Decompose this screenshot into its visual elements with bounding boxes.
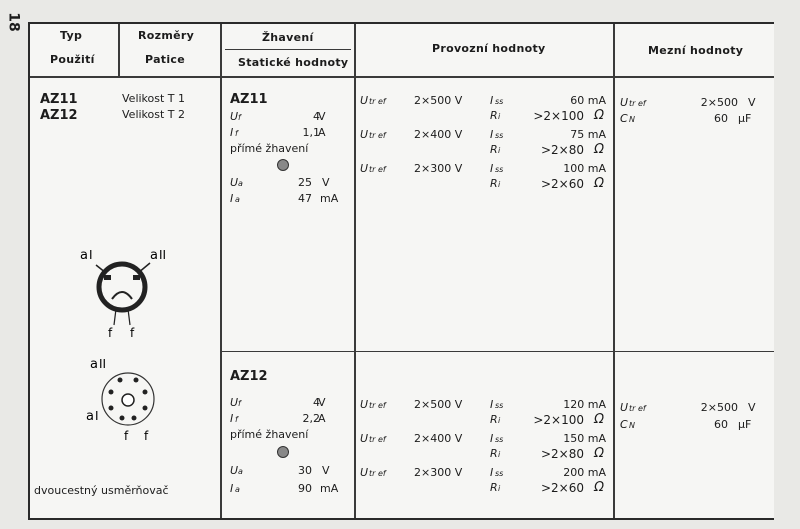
sub-n: N bbox=[629, 421, 635, 430]
sym-i: I bbox=[490, 466, 494, 479]
header-pouziti: Použití bbox=[50, 53, 95, 66]
az11-if-row bbox=[230, 126, 350, 141]
internal-resistance: >2×60 bbox=[540, 481, 584, 495]
operating-ri-row bbox=[360, 177, 610, 192]
anode-plate bbox=[133, 275, 140, 280]
sym-u: U bbox=[230, 110, 239, 123]
operating-voltage: 2×400 V bbox=[414, 432, 463, 445]
internal-resistance: >2×100 bbox=[533, 413, 584, 427]
ohm-symbol: Ω bbox=[594, 108, 604, 123]
subheader-divider bbox=[225, 49, 351, 50]
az11-base-diagram bbox=[70, 229, 180, 349]
internal-resistance: >2×60 bbox=[540, 177, 584, 191]
sym-c: C bbox=[620, 112, 628, 125]
unit: V bbox=[322, 464, 330, 477]
unit: µF bbox=[738, 112, 752, 125]
sub-a: a bbox=[238, 467, 243, 476]
sym-i: I bbox=[490, 432, 494, 445]
operating-voltage: 2×300 V bbox=[414, 466, 463, 479]
header-rozmery: Rozměry bbox=[138, 29, 195, 42]
label-a1: a bbox=[80, 248, 88, 263]
operating-row bbox=[360, 94, 610, 109]
sym-u: U bbox=[360, 466, 369, 479]
az11-ia-row bbox=[230, 192, 350, 207]
filament-arc bbox=[112, 292, 132, 299]
sym-i: I bbox=[230, 482, 234, 495]
sym-r: R bbox=[490, 447, 498, 460]
operating-row bbox=[360, 162, 610, 177]
sym-r: R bbox=[490, 143, 498, 156]
col-divider bbox=[220, 24, 222, 518]
tube-outline bbox=[99, 264, 145, 310]
header-staticke: Statické hodnoty bbox=[238, 56, 349, 69]
operating-ri-row bbox=[360, 109, 610, 124]
label-a2-index: II bbox=[159, 248, 167, 262]
anode-lead bbox=[138, 263, 150, 273]
ohm-symbol: Ω bbox=[594, 176, 604, 191]
sym-i: I bbox=[490, 162, 494, 175]
label-a2: a bbox=[90, 357, 98, 372]
label-a1: a bbox=[86, 409, 94, 424]
sub-tref: tr ef bbox=[369, 401, 386, 410]
type-az11: AZ11 bbox=[40, 92, 78, 107]
sub-tref: tr ef bbox=[369, 131, 386, 140]
sub-tref: tr ef bbox=[369, 97, 386, 106]
sym-c: C bbox=[620, 418, 628, 431]
az12-ua-row bbox=[230, 464, 350, 479]
az11-ua-row bbox=[230, 176, 350, 191]
sub-a: a bbox=[235, 485, 240, 494]
operating-current: 60 mA bbox=[570, 94, 606, 107]
az12-limit-u: 2×500 bbox=[700, 401, 738, 414]
sym-i: I bbox=[490, 94, 494, 107]
label-f2: f bbox=[144, 429, 149, 443]
sub-i: i bbox=[498, 180, 501, 189]
col-divider bbox=[118, 24, 120, 76]
sym-u: U bbox=[360, 128, 369, 141]
label-f1: f bbox=[108, 326, 113, 340]
sym-r: R bbox=[490, 109, 498, 122]
az12-heating: přímé žhavení bbox=[230, 428, 309, 441]
sym-u: U bbox=[360, 398, 369, 411]
row-divider bbox=[220, 351, 774, 352]
label-a2-index: II bbox=[99, 357, 107, 371]
operating-current: 120 mA bbox=[563, 398, 606, 411]
sym-u: U bbox=[230, 396, 239, 409]
az11-if-value: 1,1 bbox=[302, 126, 320, 139]
type-az12: AZ12 bbox=[40, 108, 78, 123]
ohm-symbol: Ω bbox=[594, 480, 604, 495]
sym-r: R bbox=[490, 413, 498, 426]
pin bbox=[134, 378, 139, 383]
pin bbox=[143, 406, 148, 411]
az12-limit-c-row bbox=[620, 418, 760, 433]
internal-resistance: >2×80 bbox=[540, 447, 584, 461]
operating-current: 200 mA bbox=[563, 466, 606, 479]
internal-resistance: >2×80 bbox=[540, 143, 584, 157]
az12-ua-value: 30 bbox=[298, 464, 312, 477]
sym-u: U bbox=[360, 94, 369, 107]
az12-uf-value: 4 bbox=[313, 396, 320, 409]
az12-limit-c: 60 bbox=[714, 418, 728, 431]
heating-symbol-icon bbox=[276, 445, 290, 459]
operating-voltage: 2×500 V bbox=[414, 398, 463, 411]
size-az12: Velikost T 2 bbox=[122, 108, 186, 121]
unit: V bbox=[318, 396, 326, 409]
operating-voltage: 2×300 V bbox=[414, 162, 463, 175]
operating-current: 100 mA bbox=[563, 162, 606, 175]
page-number: 18 bbox=[5, 12, 22, 32]
label-f2: f bbox=[130, 326, 135, 340]
sym-r: R bbox=[490, 481, 498, 494]
az12-limit-u-row bbox=[620, 401, 760, 416]
unit: mA bbox=[320, 482, 339, 495]
label-f1: f bbox=[124, 429, 129, 443]
sym-u: U bbox=[230, 176, 239, 189]
operating-ri-row bbox=[360, 143, 610, 158]
label-a1-index: I bbox=[89, 248, 93, 262]
sub-tref: tr ef bbox=[629, 99, 646, 108]
heating-symbol-icon bbox=[276, 158, 290, 172]
operating-row bbox=[360, 128, 610, 143]
col-divider bbox=[354, 24, 356, 518]
operating-current: 150 mA bbox=[563, 432, 606, 445]
operating-row bbox=[360, 466, 610, 481]
sub-tref: tr ef bbox=[369, 435, 386, 444]
header-mezni: Mezní hodnoty bbox=[648, 44, 744, 57]
internal-resistance: >2×100 bbox=[533, 109, 584, 123]
sub-i: i bbox=[498, 484, 501, 493]
sym-u: U bbox=[230, 464, 239, 477]
pin bbox=[132, 416, 137, 421]
ohm-symbol: Ω bbox=[594, 142, 604, 157]
tube-data-table bbox=[28, 22, 774, 520]
az12-ia-row bbox=[230, 482, 350, 497]
sym-i: I bbox=[230, 192, 234, 205]
az12-if-row bbox=[230, 412, 350, 427]
sym-i: I bbox=[230, 412, 234, 425]
sym-u: U bbox=[620, 401, 629, 414]
unit: V bbox=[318, 110, 326, 123]
sub-i: i bbox=[498, 146, 501, 155]
sub-i: i bbox=[498, 416, 501, 425]
sub-f: f bbox=[238, 113, 241, 122]
az11-ua-value: 25 bbox=[298, 176, 312, 189]
unit: µF bbox=[738, 418, 752, 431]
az12-base-diagram bbox=[78, 354, 178, 454]
operating-ri-row bbox=[360, 413, 610, 428]
size-az11: Velikost T 1 bbox=[122, 92, 186, 105]
sym-i: I bbox=[230, 126, 234, 139]
sym-u: U bbox=[360, 162, 369, 175]
sub-ss: ss bbox=[495, 401, 504, 410]
label-a2: a bbox=[150, 248, 158, 263]
sub-ss: ss bbox=[495, 165, 504, 174]
operating-ri-row bbox=[360, 447, 610, 462]
sub-tref: tr ef bbox=[369, 469, 386, 478]
usage-text: dvoucestný usměrňovač bbox=[34, 484, 169, 497]
unit: mA bbox=[320, 192, 339, 205]
sub-tref: tr ef bbox=[629, 404, 646, 413]
sub-a: a bbox=[238, 179, 243, 188]
az11-limit-c: 60 bbox=[714, 112, 728, 125]
sub-tref: tr ef bbox=[369, 165, 386, 174]
az12-uf-row bbox=[230, 396, 350, 411]
pin bbox=[143, 390, 148, 395]
sym-r: R bbox=[490, 177, 498, 190]
az11-uf-row bbox=[230, 110, 350, 125]
operating-voltage: 2×500 V bbox=[414, 94, 463, 107]
sub-f: f bbox=[235, 415, 238, 424]
pin bbox=[118, 378, 123, 383]
az11-static-title: AZ11 bbox=[230, 92, 268, 107]
az12-static-title: AZ12 bbox=[230, 369, 268, 384]
center-key bbox=[122, 394, 134, 406]
pin bbox=[109, 390, 114, 395]
col-divider bbox=[613, 24, 615, 518]
anode-plate bbox=[104, 275, 111, 280]
operating-current: 75 mA bbox=[570, 128, 606, 141]
pin bbox=[109, 406, 114, 411]
operating-ri-row bbox=[360, 481, 610, 496]
header-patice: Patice bbox=[145, 53, 185, 66]
sub-f: f bbox=[235, 129, 238, 138]
sub-i: i bbox=[498, 112, 501, 121]
pin bbox=[120, 416, 125, 421]
operating-voltage: 2×400 V bbox=[414, 128, 463, 141]
sym-i: I bbox=[490, 398, 494, 411]
header-zhaveni: Žhavení bbox=[262, 31, 314, 44]
sub-n: N bbox=[629, 115, 635, 124]
az11-uf-value: 4 bbox=[313, 110, 320, 123]
sub-ss: ss bbox=[495, 97, 504, 106]
sub-ss: ss bbox=[495, 469, 504, 478]
az12-ia-value: 90 bbox=[298, 482, 312, 495]
unit: V bbox=[748, 96, 756, 109]
az11-limit-u: 2×500 bbox=[700, 96, 738, 109]
operating-row bbox=[360, 432, 610, 447]
az12-if-value: 2,2 bbox=[302, 412, 320, 425]
sym-u: U bbox=[360, 432, 369, 445]
az11-limit-u-row bbox=[620, 96, 760, 111]
az11-limit-c-row bbox=[620, 112, 760, 127]
operating-row bbox=[360, 398, 610, 413]
sub-ss: ss bbox=[495, 435, 504, 444]
sub-i: i bbox=[498, 450, 501, 459]
unit: V bbox=[322, 176, 330, 189]
sub-f: f bbox=[238, 399, 241, 408]
sub-a: a bbox=[235, 195, 240, 204]
label-a1-index: I bbox=[95, 409, 99, 423]
sym-i: I bbox=[490, 128, 494, 141]
sub-ss: ss bbox=[495, 131, 504, 140]
az11-ia-value: 47 bbox=[298, 192, 312, 205]
unit: A bbox=[318, 412, 326, 425]
sym-u: U bbox=[620, 96, 629, 109]
ohm-symbol: Ω bbox=[594, 412, 604, 427]
ohm-symbol: Ω bbox=[594, 446, 604, 461]
header-typ: Typ bbox=[60, 29, 83, 42]
az11-heating: přímé žhavení bbox=[230, 142, 309, 155]
unit: V bbox=[748, 401, 756, 414]
unit: A bbox=[318, 126, 326, 139]
header-provozni: Provozní hodnoty bbox=[432, 42, 546, 55]
header-divider bbox=[30, 76, 774, 78]
